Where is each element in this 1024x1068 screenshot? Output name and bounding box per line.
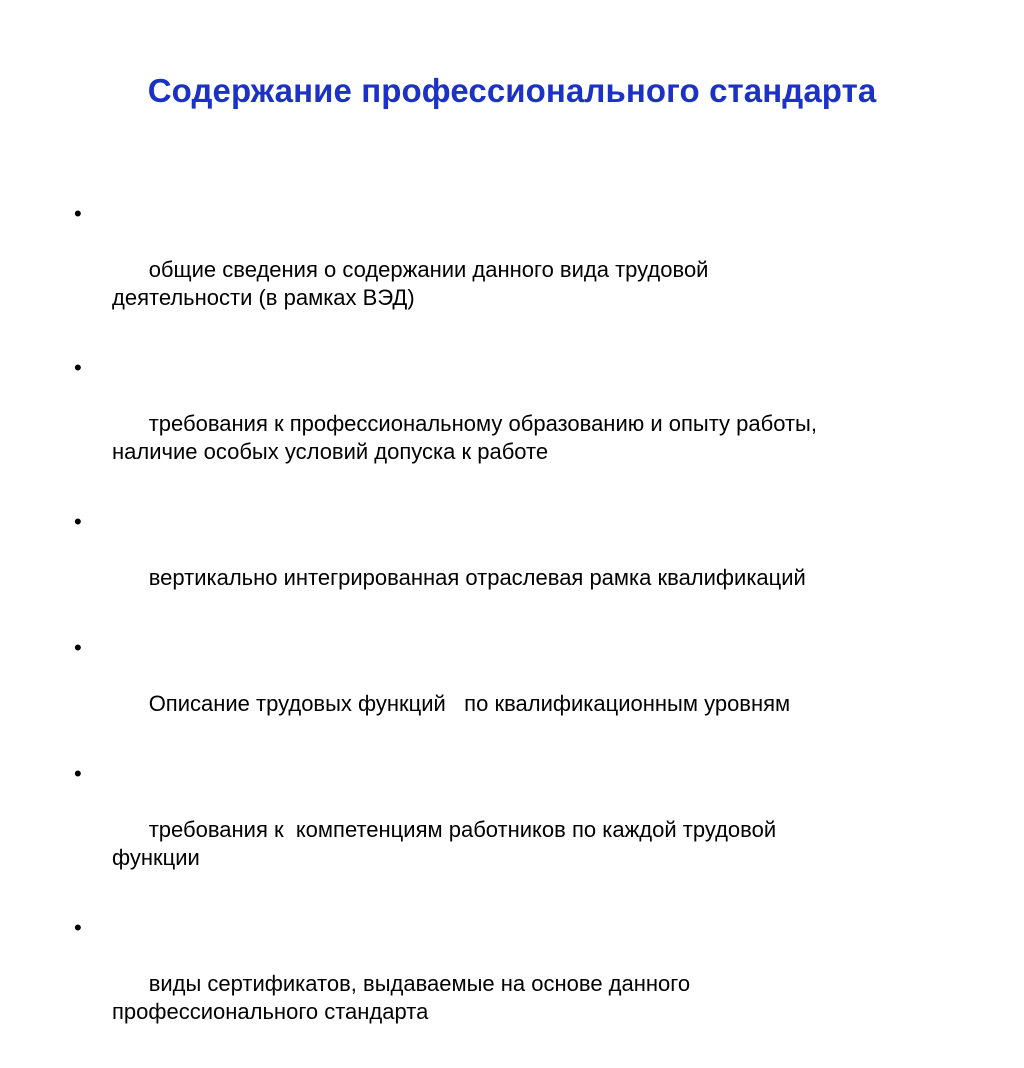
list-item-text: требования к профессиональному образованию и опыту работы, наличие особых условий допуска к работе (112, 411, 817, 464)
list-item-text: требования к компетенциям работников по каждой трудовой функции (112, 817, 777, 870)
list-item-text: виды сертификатов, выдаваемые на основе данного профессионального стандарта (112, 971, 691, 1024)
list-item-text: общие сведения о содержании данного вида трудовой деятельности (в рамках ВЭД) (112, 257, 709, 310)
bullet-icon: • (74, 355, 82, 380)
list-item (72, 354, 932, 494)
bullet-icon: • (74, 201, 82, 226)
slide-title: Содержание профессионального стандарта (147, 72, 877, 109)
list-item-text: вертикально интегрированная отраслевая рамка квалификаций (148, 565, 806, 590)
bullet-icon: • (74, 509, 82, 534)
bullet-icon: • (74, 761, 82, 786)
list-item (72, 634, 932, 746)
list-item (72, 508, 932, 620)
list-item-text: Описание трудовых функций по квалификационным уровням (148, 691, 791, 716)
list-item (72, 914, 932, 1054)
bullet-icon: • (74, 635, 82, 660)
bullet-icon: • (74, 915, 82, 940)
list-item (72, 200, 932, 340)
list-item (72, 760, 932, 900)
bullet-list (72, 200, 932, 1068)
